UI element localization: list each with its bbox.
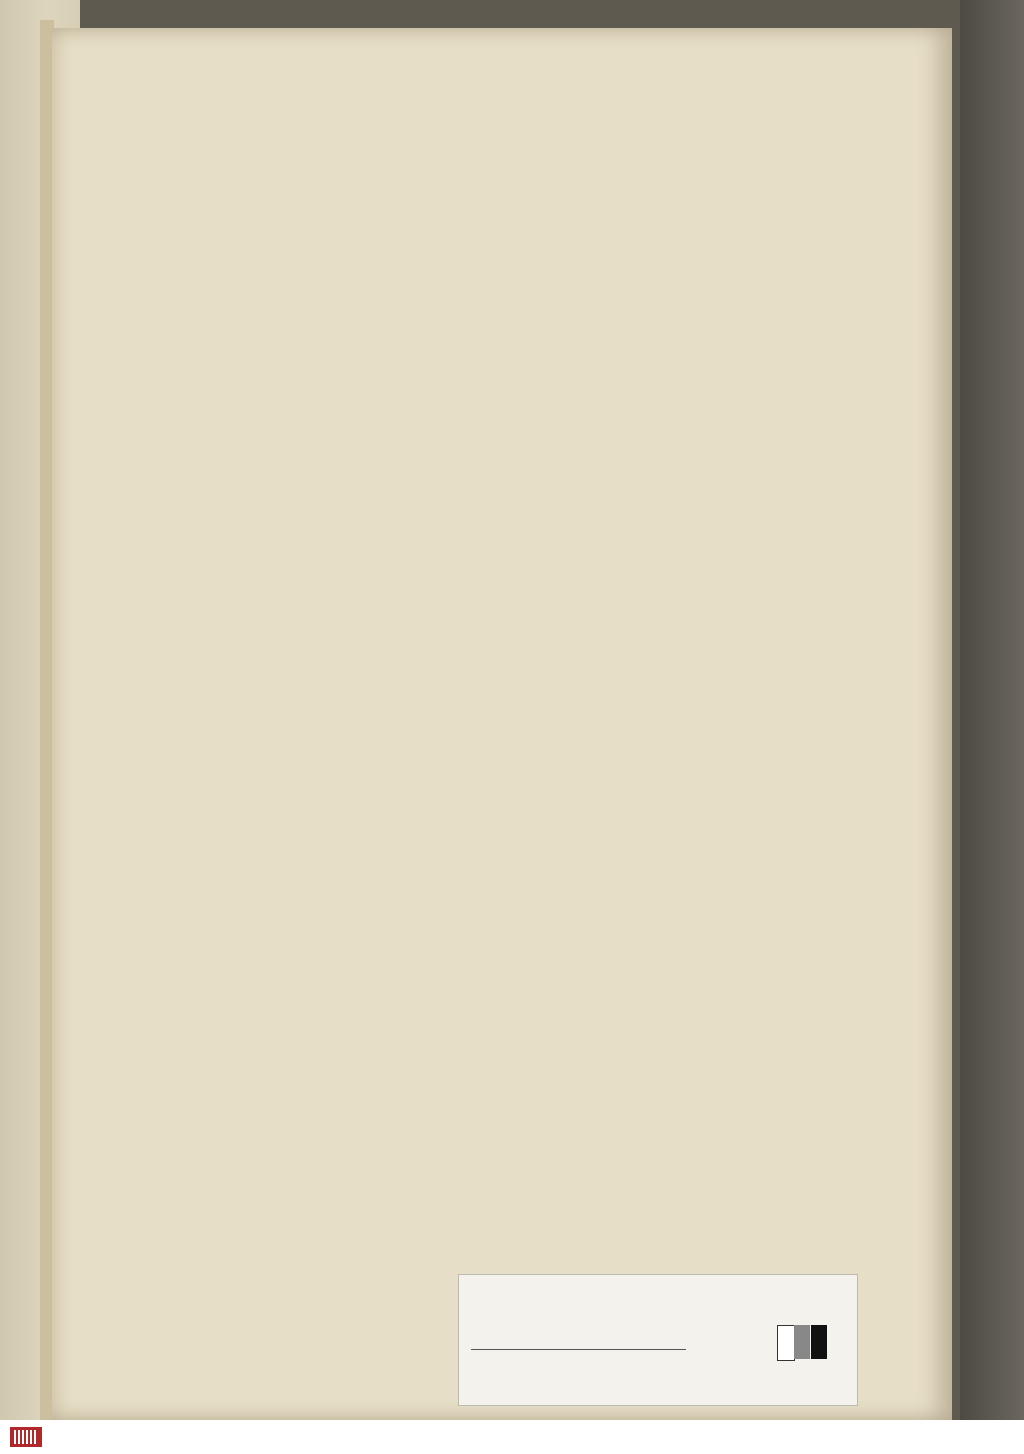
library-label bbox=[458, 1274, 858, 1406]
gray-patch-black bbox=[811, 1325, 827, 1359]
background-right bbox=[960, 0, 1024, 1420]
gray-patch-white bbox=[777, 1325, 795, 1361]
gray-patch-mid bbox=[794, 1325, 810, 1359]
paper-page bbox=[52, 28, 952, 1420]
ruler bbox=[471, 1323, 686, 1350]
hab-logo-icon bbox=[8, 1423, 44, 1451]
footer-bar bbox=[0, 1420, 1024, 1454]
